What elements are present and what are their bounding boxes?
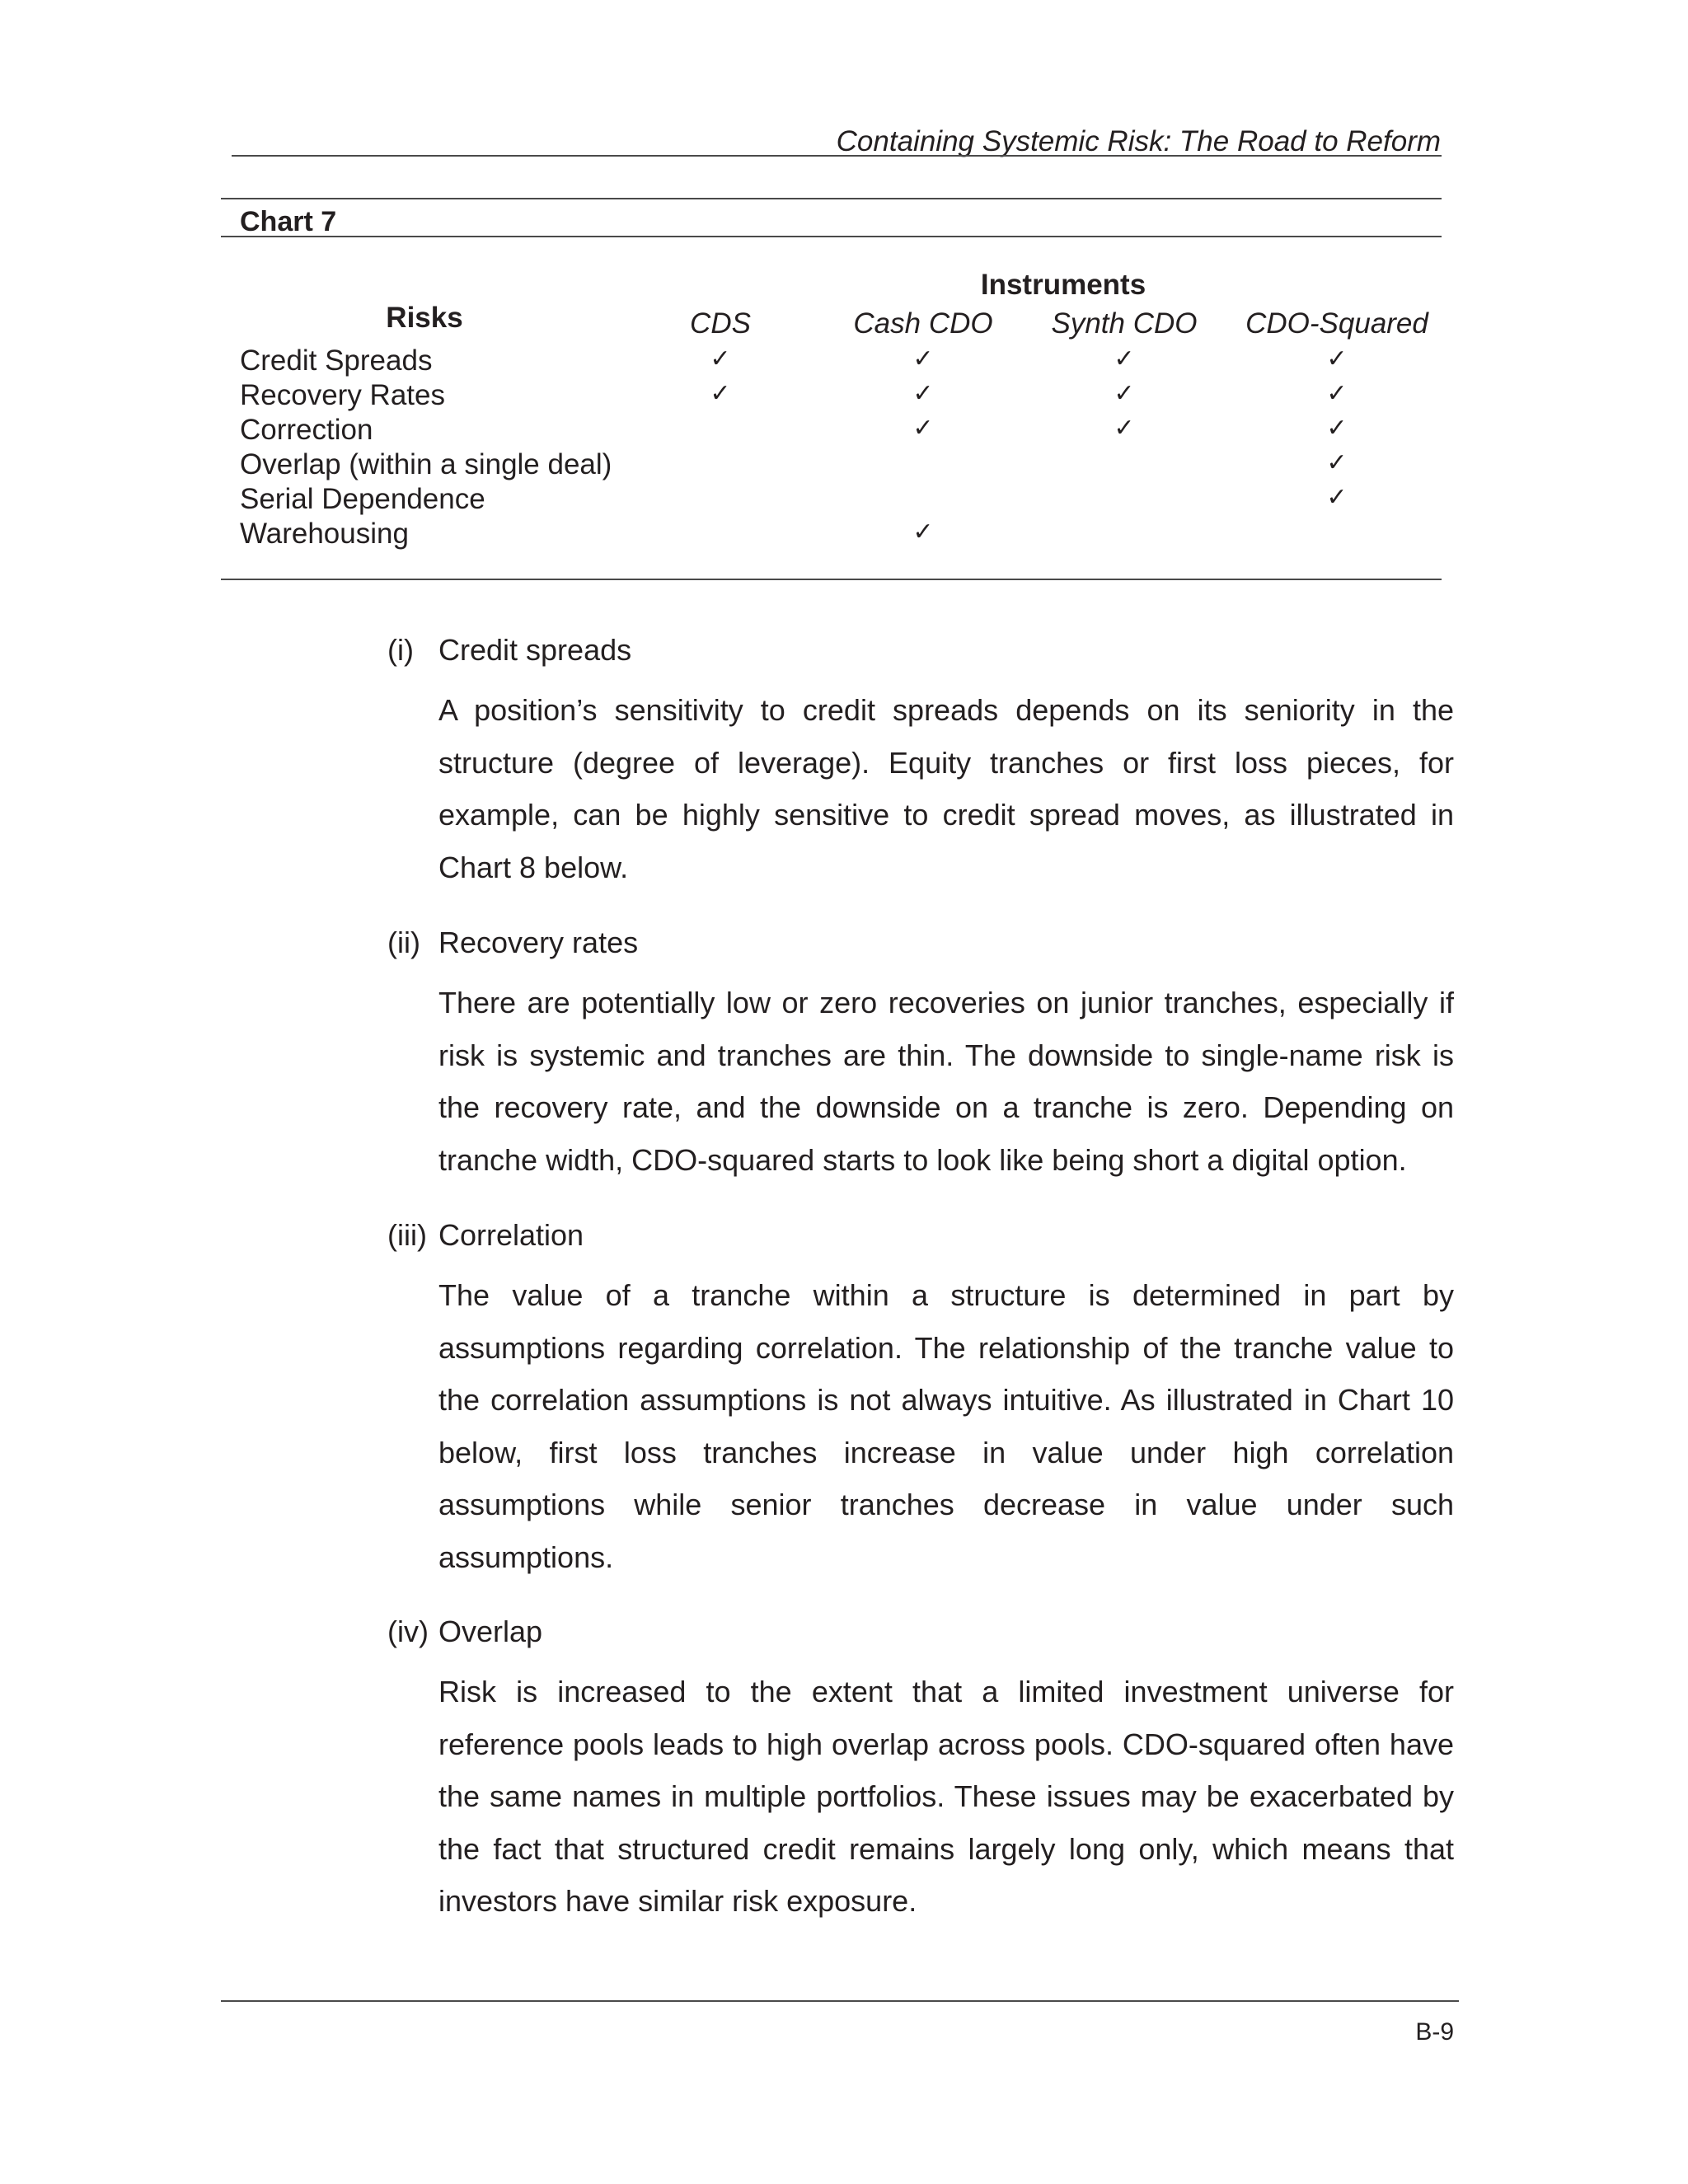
checkmark-icon: ✓ [912,518,934,546]
column-header-cash-cdo: Cash CDO [853,307,993,340]
section-heading-overlap [387,1614,542,1650]
checkmark-icon: ✓ [912,379,934,408]
chart-label-rule [221,236,1442,237]
section-title: Correlation [438,1218,584,1252]
checkmark-icon: ✓ [1326,379,1348,408]
instruments-heading: Instruments [980,269,1146,301]
section-body-overlap: Risk is increased to the extent that a limited investment universe for reference pools leads to high overlap across pools. CDO-squared often have the same names in multiple portfolios. These issues may be exacerbated by the fact that structured credit remains largely long only, which means that investors have similar risk exposure. [438,1675,1454,1918]
header-rule [232,155,1442,157]
checkmark-icon: ✓ [1114,344,1135,373]
checkmark-icon: ✓ [710,344,731,373]
checkmark-icon: ✓ [912,344,934,373]
running-header-title: Containing Systemic Risk: The Road to Reform [836,125,1441,157]
section-number: (i) [387,633,414,667]
checkmark-icon: ✓ [1326,344,1348,373]
page-number: B-9 [1415,2018,1454,2046]
footer-rule [221,2000,1459,2002]
checkmark-icon: ✓ [912,414,934,443]
section-title: Recovery rates [438,926,639,959]
checkmark-icon: ✓ [1114,414,1135,443]
chart-bottom-rule [221,579,1442,580]
chart-label: Chart 7 [240,206,337,237]
column-header-synth-cdo: Synth CDO [1051,307,1198,340]
section-number: (iii) [387,1218,427,1252]
risk-row-label: Credit Spreads [240,344,433,377]
chart-top-rule [221,198,1442,199]
checkmark-icon: ✓ [710,379,731,408]
checkmark-icon: ✓ [1326,414,1348,443]
section-body-correlation: The value of a tranche within a structure is determined in part by assumptions regarding correlation. The relationship of the tranche value to the correlation assumptions is not always intuitive. As illustrated in Chart 10 below, first loss tranches increase in value under high correlation assumptions while senior tranches decrease in value under such assumptions. [438,1278,1454,1574]
checkmark-icon: ✓ [1326,483,1348,512]
risk-row-label: Overlap (within a single deal) [240,448,612,480]
column-header-cdo-squared: CDO-Squared [1245,307,1428,340]
section-heading-correlation [387,1217,584,1254]
section-heading-credit-spreads [387,632,631,668]
section-body-recovery-rates: There are potentially low or zero recoveries on junior tranches, especially if risk is systemic and tranches are thin. The downside to single-name risk is the recovery rate, and the downside on a tranche is zero. Depending on tranche width, CDO-squared starts to look like being short a digital option. [438,986,1454,1177]
section-number: (ii) [387,926,420,959]
checkmark-icon: ✓ [1114,379,1135,408]
section-number: (iv) [387,1615,429,1648]
section-title: Credit spreads [438,633,632,667]
risk-row-label: Warehousing [240,518,409,550]
checkmark-icon: ✓ [1326,448,1348,477]
risk-row-label: Serial Dependence [240,483,485,515]
section-body-credit-spreads: A position’s sensitivity to credit spreads depends on its seniority in the structure (degree of leverage). Equity tranches or first loss pieces, for example, can be highly sensitive to credit spread moves, as illustrated in Chart 8 below. [438,693,1454,884]
section-heading-recovery-rates [387,925,638,961]
risk-row-label: Recovery Rates [240,379,445,411]
section-title: Overlap [438,1615,543,1648]
column-header-cds: CDS [690,307,751,340]
risk-row-label: Correction [240,414,373,446]
risks-heading: Risks [386,302,463,334]
